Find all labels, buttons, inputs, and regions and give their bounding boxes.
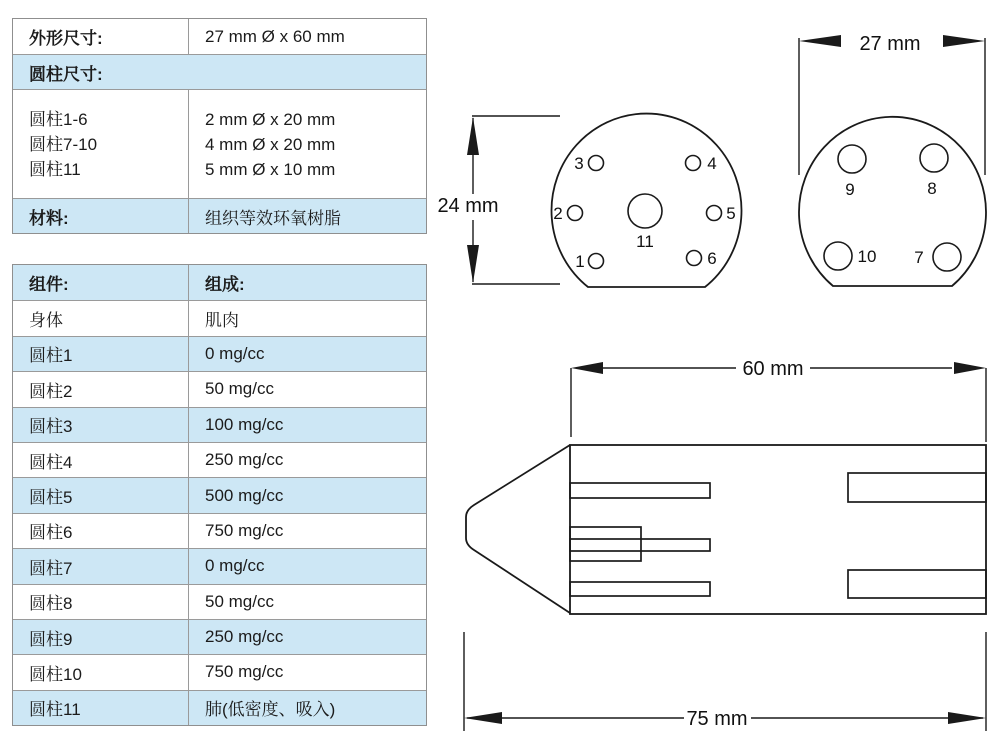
port-circle-3 bbox=[589, 156, 604, 171]
dimension-60mm bbox=[571, 358, 986, 442]
cylinder-group-label: 圆柱11 bbox=[29, 159, 81, 179]
cylinder-cavity-4mm-top bbox=[848, 473, 986, 502]
port-circle-9 bbox=[838, 145, 866, 173]
table-row bbox=[13, 584, 426, 619]
table-row bbox=[13, 300, 426, 335]
table-row bbox=[13, 54, 426, 89]
component-cell: 圆柱6 bbox=[13, 514, 189, 548]
arrowhead-right bbox=[943, 35, 985, 47]
table-row bbox=[13, 690, 426, 725]
port-label-11: 11 bbox=[636, 232, 654, 251]
table-header-row bbox=[13, 265, 426, 300]
port-circle-10 bbox=[824, 242, 852, 270]
composition-cell: 肺(低密度、吸入) bbox=[205, 700, 336, 720]
table-row bbox=[13, 371, 426, 406]
cylinder-cavity-2mm-middle bbox=[570, 539, 710, 551]
composition-cell: 750 mg/cc bbox=[205, 662, 284, 682]
port-circle-1 bbox=[589, 254, 604, 269]
arrowhead-left bbox=[799, 35, 841, 47]
component-cell: 圆柱8 bbox=[13, 585, 189, 619]
port-circle-2 bbox=[568, 206, 583, 221]
phantom-body-outline bbox=[570, 445, 986, 614]
table-row bbox=[13, 198, 426, 233]
dimension-24mm bbox=[437, 116, 563, 284]
cylinder-group-label: 圆柱1-6 bbox=[29, 109, 88, 129]
cylinder-size-value: 4 mm Ø x 20 mm bbox=[205, 134, 336, 154]
port-label-8: 8 bbox=[927, 179, 937, 198]
port-circle-6 bbox=[687, 251, 702, 266]
component-cell: 圆柱4 bbox=[13, 443, 189, 477]
port-circle-8 bbox=[920, 144, 948, 172]
spec-value-outer-dimensions: 27 mm Ø x 60 mm bbox=[205, 26, 345, 46]
composition-cell: 50 mg/cc bbox=[205, 591, 274, 611]
port-label-1: 1 bbox=[575, 252, 585, 271]
column-header-component: 组件: bbox=[13, 265, 189, 300]
spec-table bbox=[12, 18, 427, 234]
spec-label-material: 材料: bbox=[13, 199, 189, 233]
composition-cell: 250 mg/cc bbox=[205, 627, 284, 647]
component-cell: 圆柱5 bbox=[13, 478, 189, 512]
arrowhead-right bbox=[948, 712, 986, 724]
arrowhead-left bbox=[464, 712, 502, 724]
cylinder-cavity-2mm-top bbox=[570, 483, 710, 498]
cylinder-cavity-4mm-bottom bbox=[848, 570, 986, 598]
table-row bbox=[13, 336, 426, 371]
component-cell: 身体 bbox=[13, 301, 189, 335]
composition-cell: 肌肉 bbox=[205, 311, 239, 331]
table-row bbox=[13, 442, 426, 477]
arrowhead-right bbox=[954, 362, 986, 374]
port-label-6: 6 bbox=[707, 249, 717, 268]
side-view bbox=[464, 358, 986, 731]
column-header-composition: 组成: bbox=[205, 275, 245, 295]
port-label-10: 10 bbox=[857, 247, 877, 266]
composition-cell: 500 mg/cc bbox=[205, 485, 284, 505]
cylinder-size-value: 2 mm Ø x 20 mm bbox=[205, 109, 336, 129]
arrowhead-left bbox=[571, 362, 603, 374]
component-cell: 圆柱9 bbox=[13, 620, 189, 654]
dimension-75mm bbox=[464, 632, 986, 731]
cylinder-size-value: 5 mm Ø x 10 mm bbox=[205, 159, 336, 179]
table-row bbox=[13, 407, 426, 442]
dimension-label-27mm: 27 mm bbox=[859, 33, 921, 55]
dimension-label-24mm: 24 mm bbox=[437, 195, 499, 217]
table-row bbox=[13, 19, 426, 54]
component-cell: 圆柱7 bbox=[13, 549, 189, 583]
port-circle-5 bbox=[707, 206, 722, 221]
table-row bbox=[13, 619, 426, 654]
port-label-7: 7 bbox=[914, 248, 924, 267]
port-circle-4 bbox=[686, 156, 701, 171]
port-label-3: 3 bbox=[574, 154, 584, 173]
composition-cell: 250 mg/cc bbox=[205, 450, 284, 470]
spec-label-outer-dimensions: 外形尺寸: bbox=[13, 19, 189, 54]
dimension-27mm bbox=[799, 33, 985, 175]
port-label-9: 9 bbox=[845, 180, 855, 199]
port-circle-11 bbox=[628, 194, 662, 228]
spec-value-material: 组织等效环氧树脂 bbox=[205, 208, 341, 228]
spec-section-cylinder-dimensions: 圆柱尺寸: bbox=[29, 64, 103, 84]
composition-cell: 0 mg/cc bbox=[205, 556, 265, 576]
port-label-5: 5 bbox=[726, 204, 736, 223]
composition-cell: 50 mg/cc bbox=[205, 379, 274, 399]
component-cell: 圆柱10 bbox=[13, 655, 189, 689]
component-cell: 圆柱3 bbox=[13, 408, 189, 442]
dimension-label-60mm: 60 mm bbox=[742, 358, 804, 380]
component-cell: 圆柱1 bbox=[13, 337, 189, 371]
spec-value-cylinder-sizes bbox=[189, 90, 426, 198]
arrowhead-down bbox=[467, 245, 479, 283]
composition-cell: 750 mg/cc bbox=[205, 520, 284, 540]
table-row bbox=[13, 477, 426, 512]
arrowhead-up bbox=[467, 117, 479, 155]
component-cell: 圆柱11 bbox=[13, 691, 189, 725]
table-row bbox=[13, 548, 426, 583]
end-view-large-cylinders bbox=[799, 33, 986, 286]
port-label-2: 2 bbox=[553, 204, 563, 223]
spec-label-cylinder-groups bbox=[13, 90, 189, 198]
port-circle-7 bbox=[933, 243, 961, 271]
table-row bbox=[13, 513, 426, 548]
cylinder-cavity-2mm-bottom bbox=[570, 582, 710, 596]
component-cell: 圆柱2 bbox=[13, 372, 189, 406]
dimension-label-75mm: 75 mm bbox=[686, 708, 748, 730]
table-row bbox=[13, 654, 426, 689]
composition-cell: 0 mg/cc bbox=[205, 343, 265, 363]
table-row bbox=[13, 89, 426, 198]
end-view-small-cylinders bbox=[437, 114, 741, 287]
composition-cell: 100 mg/cc bbox=[205, 414, 284, 434]
cylinder-cavity-11-5mm bbox=[570, 527, 641, 561]
components-table bbox=[12, 264, 427, 726]
cylinder-group-label: 圆柱7-10 bbox=[29, 134, 98, 154]
phantom-nose-cone bbox=[466, 445, 570, 613]
port-label-4: 4 bbox=[707, 154, 717, 173]
